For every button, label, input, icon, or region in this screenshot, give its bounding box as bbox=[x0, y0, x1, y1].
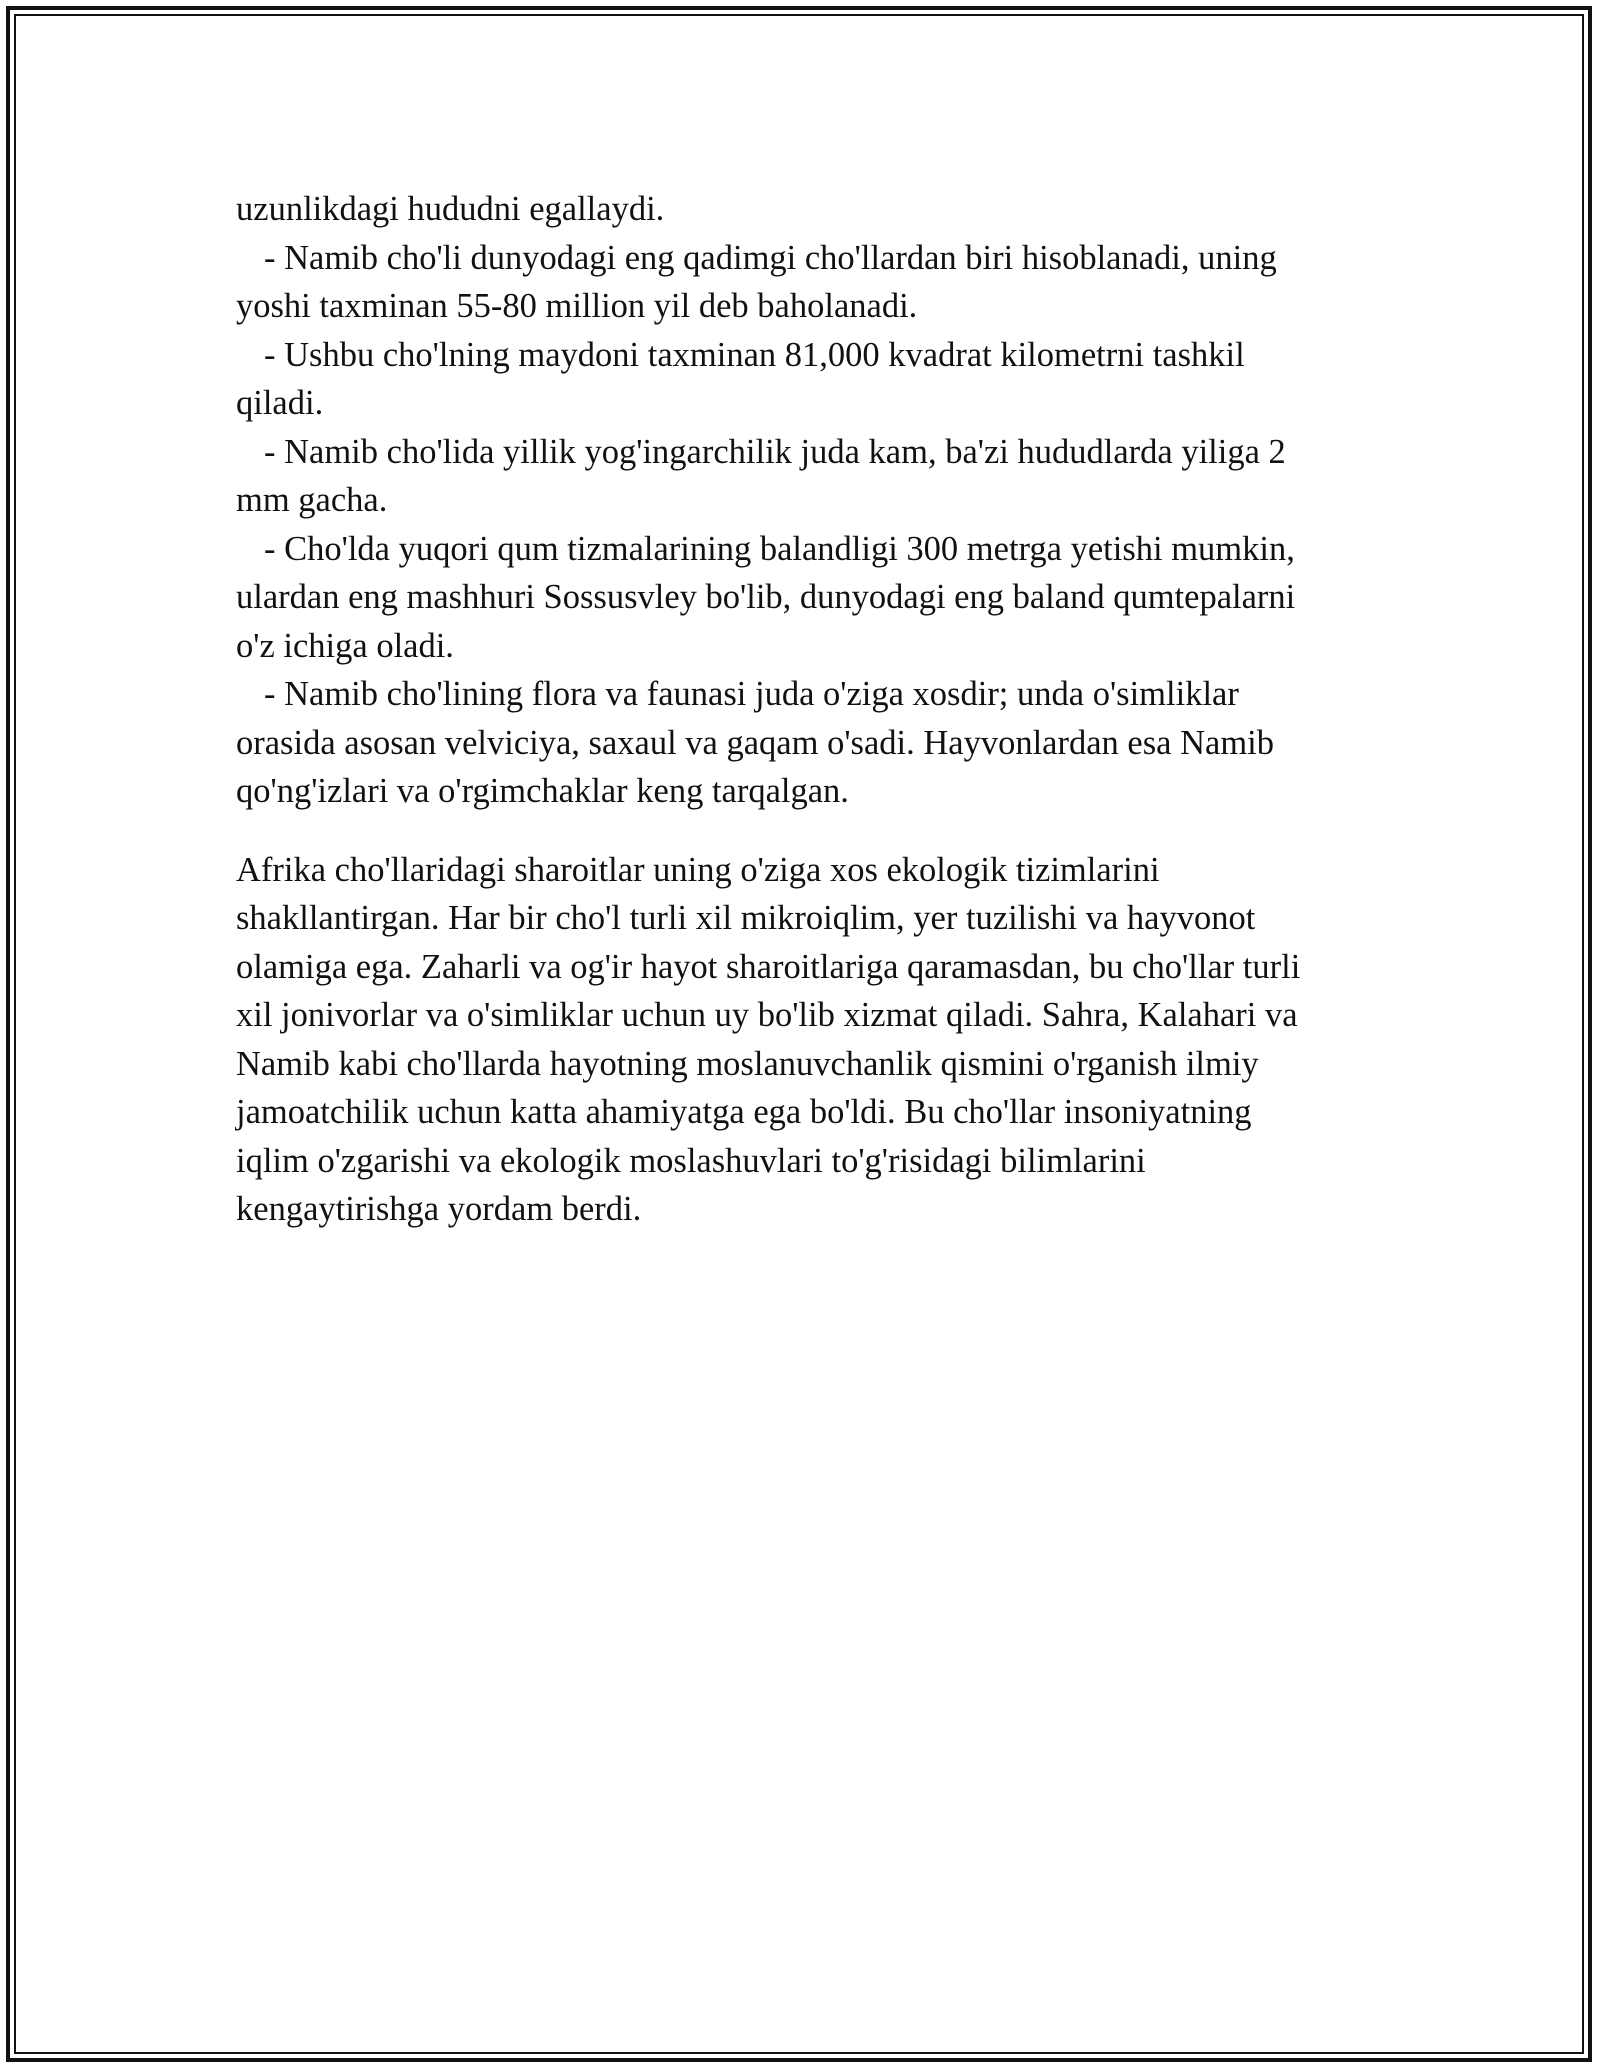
text-line: Namib kabi cho'llarda hayotning moslanuvchanlik qismini o'rganish ilmiy bbox=[236, 1044, 1259, 1083]
text-line: qo'ng'izlari va o'rgimchaklar keng tarqalgan. bbox=[236, 772, 849, 810]
document-body bbox=[236, 185, 1386, 1234]
paragraph-gap bbox=[236, 816, 1386, 846]
text-line: ulardan eng mashhuri Sossusvley bo'lib, dunyodagi eng baland qumtepalarni bbox=[236, 578, 1296, 616]
conclusion-paragraph bbox=[236, 846, 1386, 1234]
text-line: uzunlikdagi hududni egallaydi. bbox=[236, 190, 665, 228]
text-line: shakllantirgan. Har bir cho'l turli xil mikroiqlim, yer tuzilishi va hayvonot bbox=[236, 899, 1256, 937]
text-line: jamoatchilik uchun katta ahamiyatga ega bo'ldi. Bu cho'llar insoniyatning bbox=[236, 1093, 1252, 1131]
text-line: orasida asosan velviciya, saxaul va gaqam o'sadi. Hayvonlardan esa Namib bbox=[236, 723, 1274, 762]
text-line: o'z ichiga oladi. bbox=[236, 626, 454, 665]
list-item-line: - Namib cho'lining flora va faunasi juda o'ziga xosdir; unda o'simliklar bbox=[264, 675, 1239, 713]
list-item-line: - Cho'lda yuqori qum tizmalarining balandligi 300 metrga yetishi mumkin, bbox=[264, 529, 1295, 568]
list-item-line: - Namib cho'li dunyodagi eng qadimgi cho'llardan biri hisoblanadi, uning bbox=[264, 238, 1277, 277]
text-line: qiladi. bbox=[236, 384, 324, 422]
list-item-line: - Namib cho'lida yillik yog'ingarchilik juda kam, ba'zi hududlarda yiliga 2 bbox=[264, 432, 1286, 471]
text-line: xil jonivorlar va o'simliklar uchun uy bo'lib xizmat qiladi. Sahra, Kalahari va bbox=[236, 996, 1298, 1034]
text-line: kengaytirishga yordam berdi. bbox=[236, 1190, 642, 1228]
list-item-line: - Ushbu cho'lning maydoni taxminan 81,000 kvadrat kilometrni tashkil bbox=[264, 335, 1245, 374]
text-line: Afrika cho'llaridagi sharoitlar uning o'ziga xos ekologik tizimlarini bbox=[236, 850, 1160, 889]
text-line: olamiga ega. Zaharli va og'ir hayot sharoitlariga qaramasdan, bu cho'llar turli bbox=[236, 947, 1301, 986]
text-line: iqlim o'zgarishi va ekologik moslashuvlari to'g'risidagi bilimlarini bbox=[236, 1141, 1146, 1180]
text-line: yoshi taxminan 55-80 million yil deb baholanadi. bbox=[236, 287, 918, 325]
text-line: mm gacha. bbox=[236, 481, 388, 519]
list-section bbox=[236, 185, 1386, 816]
